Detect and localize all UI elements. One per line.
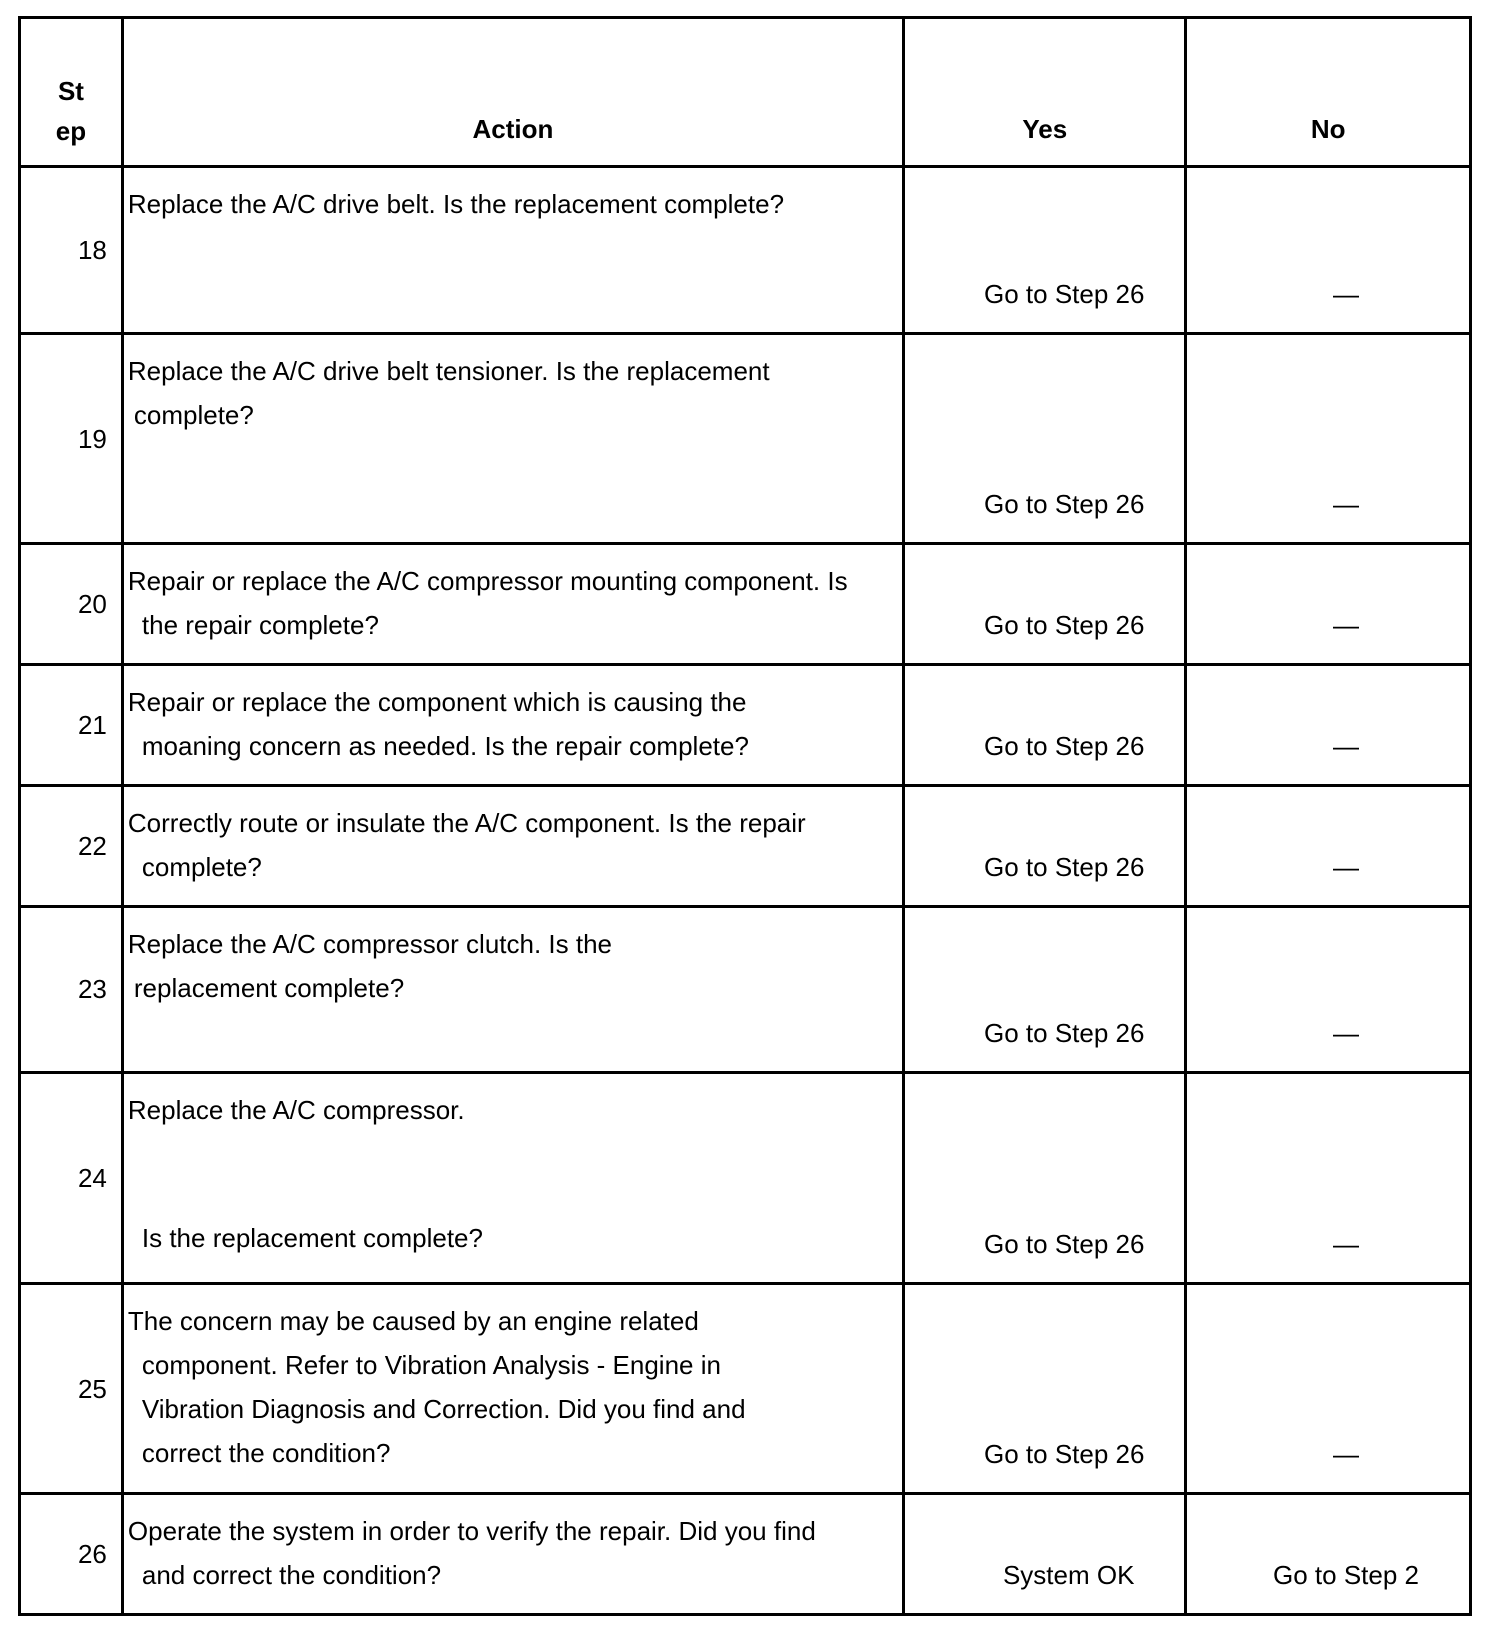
no-cell: — bbox=[1186, 334, 1471, 544]
table-row bbox=[20, 544, 1471, 665]
no-cell: — bbox=[1186, 906, 1471, 1072]
step-number: 19 bbox=[20, 334, 123, 544]
table-row bbox=[20, 665, 1471, 786]
yes-cell: Go to Step 26 bbox=[904, 906, 1186, 1072]
action-line: Replace the A/C compressor. bbox=[127, 1094, 465, 1125]
action-line: The concern may be caused by an engine related bbox=[127, 1305, 699, 1336]
header-row bbox=[20, 18, 1471, 167]
action-cell bbox=[122, 906, 903, 1072]
step-number: 18 bbox=[20, 167, 123, 334]
action-line: Repair or replace the component which is causing the bbox=[127, 687, 747, 718]
action-cell bbox=[122, 1072, 903, 1283]
no-cell: Go to Step 2 bbox=[1186, 1494, 1471, 1615]
action-cell bbox=[122, 334, 903, 544]
step-number: 23 bbox=[20, 906, 123, 1072]
action-line: the repair complete? bbox=[141, 610, 379, 641]
yes-cell: Go to Step 26 bbox=[904, 1072, 1186, 1283]
action-line: Replace the A/C drive belt tensioner. Is the replacement bbox=[127, 356, 770, 387]
no-cell: — bbox=[1186, 665, 1471, 786]
table-row bbox=[20, 1494, 1471, 1615]
no-cell: — bbox=[1186, 1072, 1471, 1283]
no-cell: — bbox=[1186, 167, 1471, 334]
action-line: moaning concern as needed. Is the repair complete? bbox=[141, 731, 749, 762]
yes-cell: Go to Step 26 bbox=[904, 167, 1186, 334]
action-cell bbox=[122, 1283, 903, 1493]
header-no: No bbox=[1186, 18, 1471, 167]
step-number: 21 bbox=[20, 665, 123, 786]
action-cell bbox=[122, 1494, 903, 1615]
action-line: replacement complete? bbox=[133, 972, 405, 1003]
table-row bbox=[20, 1283, 1471, 1493]
yes-cell: System OK bbox=[904, 1494, 1186, 1615]
action-line: complete? bbox=[141, 851, 262, 882]
header-step-text: St ep bbox=[55, 76, 87, 147]
action-line: component. Refer to Vibration Analysis - Engine in bbox=[141, 1349, 721, 1380]
table-row bbox=[20, 785, 1471, 906]
diagnostic-table bbox=[18, 16, 1472, 1616]
action-cell bbox=[122, 665, 903, 786]
yes-cell: Go to Step 26 bbox=[904, 665, 1186, 786]
yes-cell: Go to Step 26 bbox=[904, 785, 1186, 906]
yes-cell: Go to Step 26 bbox=[904, 544, 1186, 665]
no-cell: — bbox=[1186, 544, 1471, 665]
action-line: Repair or replace the A/C compressor mounting component. Is bbox=[127, 566, 848, 597]
action-line: Vibration Diagnosis and Correction. Did you find and bbox=[141, 1393, 746, 1424]
table-row bbox=[20, 906, 1471, 1072]
table-row bbox=[20, 1072, 1471, 1283]
action-line: Replace the A/C compressor clutch. Is the bbox=[127, 928, 613, 959]
action-line: correct the condition? bbox=[141, 1437, 391, 1468]
step-number: 22 bbox=[20, 785, 123, 906]
action-line: Replace the A/C drive belt. Is the replacement complete? bbox=[127, 189, 785, 220]
action-line: Is the replacement complete? bbox=[141, 1222, 483, 1253]
step-number: 25 bbox=[20, 1283, 123, 1493]
step-number: 26 bbox=[20, 1494, 123, 1615]
action-line: Operate the system in order to verify the repair. Did you find bbox=[127, 1516, 816, 1547]
header-yes: Yes bbox=[904, 18, 1186, 167]
action-cell bbox=[122, 167, 903, 334]
action-line: Correctly route or insulate the A/C component. Is the repair bbox=[127, 807, 806, 838]
step-number: 24 bbox=[20, 1072, 123, 1283]
yes-cell: Go to Step 26 bbox=[904, 1283, 1186, 1493]
action-line: and correct the condition? bbox=[141, 1560, 442, 1591]
table-row bbox=[20, 167, 1471, 334]
no-cell: — bbox=[1186, 1283, 1471, 1493]
yes-cell: Go to Step 26 bbox=[904, 334, 1186, 544]
action-cell bbox=[122, 544, 903, 665]
action-line: complete? bbox=[133, 400, 254, 431]
table-row bbox=[20, 334, 1471, 544]
header-action: Action bbox=[122, 18, 903, 167]
action-cell bbox=[122, 785, 903, 906]
header-step bbox=[20, 18, 123, 167]
step-number: 20 bbox=[20, 544, 123, 665]
no-cell: — bbox=[1186, 785, 1471, 906]
